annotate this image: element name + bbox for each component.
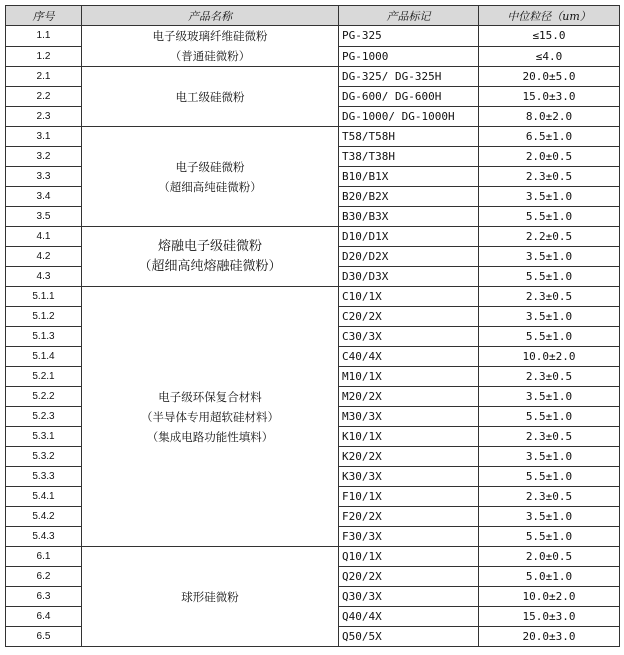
product-model-cell: D30/D3X xyxy=(339,267,479,287)
product-model-cell: Q10/1X xyxy=(339,547,479,567)
median-size-cell: 2.2±0.5 xyxy=(479,227,620,247)
product-name-line: 电子级硅微粉 xyxy=(175,159,245,174)
median-size-cell: 5.5±1.0 xyxy=(479,527,620,547)
median-size-cell: 5.5±1.0 xyxy=(479,207,620,227)
product-name-line: （半导体专用超软硅材料） xyxy=(141,409,279,424)
median-size-cell: 20.0±5.0 xyxy=(479,67,620,87)
median-size-cell: 5.0±1.0 xyxy=(479,567,620,587)
product-model-cell: F30/3X xyxy=(339,527,479,547)
product-model-cell: K10/1X xyxy=(339,427,479,447)
row-seq-cell: 2.3 xyxy=(6,107,82,127)
product-model-cell: C20/2X xyxy=(339,307,479,327)
row-seq-cell: 6.4 xyxy=(6,607,82,627)
table-row xyxy=(6,287,620,307)
product-spec-table xyxy=(5,5,620,647)
row-seq-cell: 4.2 xyxy=(6,247,82,267)
table-row xyxy=(6,26,620,47)
row-seq-cell: 3.5 xyxy=(6,207,82,227)
table-row xyxy=(6,227,620,247)
table-row xyxy=(6,547,620,567)
median-size-cell: 10.0±2.0 xyxy=(479,347,620,367)
product-name-line: （集成电路功能性填料） xyxy=(146,429,274,444)
median-size-cell: 3.5±1.0 xyxy=(479,507,620,527)
product-model-cell: Q40/4X xyxy=(339,607,479,627)
product-model-cell: M10/1X xyxy=(339,367,479,387)
row-seq-cell: 5.4.1 xyxy=(6,487,82,507)
median-size-cell: 10.0±2.0 xyxy=(479,587,620,607)
product-model-cell: D10/D1X xyxy=(339,227,479,247)
header-median-size: 中位粒径（um） xyxy=(479,6,620,26)
product-model-cell: K20/2X xyxy=(339,447,479,467)
product-name-line: （超细高纯硅微粉） xyxy=(158,179,262,194)
row-seq-cell: 3.2 xyxy=(6,147,82,167)
row-seq-cell: 5.3.3 xyxy=(6,467,82,487)
row-seq-cell: 5.1.3 xyxy=(6,327,82,347)
median-size-cell: 2.3±0.5 xyxy=(479,487,620,507)
median-size-cell: ≤15.0 xyxy=(479,26,620,47)
product-model-cell: Q50/5X xyxy=(339,627,479,647)
product-model-cell: DG-325/ DG-325H xyxy=(339,67,479,87)
row-seq-cell: 6.1 xyxy=(6,547,82,567)
product-model-cell: DG-600/ DG-600H xyxy=(339,87,479,107)
median-size-cell: 5.5±1.0 xyxy=(479,267,620,287)
product-model-cell: Q30/3X xyxy=(339,587,479,607)
product-name-line: 电工级硅微粉 xyxy=(175,89,245,104)
table-header xyxy=(6,6,620,26)
product-name-cell xyxy=(82,547,339,647)
product-model-cell: B20/B2X xyxy=(339,187,479,207)
product-name-cell xyxy=(82,127,339,227)
row-seq-cell: 6.2 xyxy=(6,567,82,587)
median-size-cell: 3.5±1.0 xyxy=(479,307,620,327)
median-size-cell: 6.5±1.0 xyxy=(479,127,620,147)
row-seq-cell: 2.1 xyxy=(6,67,82,87)
median-size-cell: 2.3±0.5 xyxy=(479,427,620,447)
product-name-cell xyxy=(82,67,339,127)
row-seq-cell: 5.2.3 xyxy=(6,407,82,427)
median-size-cell: 3.5±1.0 xyxy=(479,187,620,207)
product-model-cell: PG-325 xyxy=(339,26,479,47)
table-row xyxy=(6,67,620,87)
header-row xyxy=(6,6,620,26)
product-model-cell: T38/T38H xyxy=(339,147,479,167)
product-model-cell: C30/3X xyxy=(339,327,479,347)
row-seq-cell: 6.3 xyxy=(6,587,82,607)
median-size-cell: 5.5±1.0 xyxy=(479,407,620,427)
median-size-cell: 2.3±0.5 xyxy=(479,367,620,387)
median-size-cell: 15.0±3.0 xyxy=(479,87,620,107)
median-size-cell: 2.0±0.5 xyxy=(479,147,620,167)
row-seq-cell: 5.1.4 xyxy=(6,347,82,367)
product-model-cell: DG-1000/ DG-1000H xyxy=(339,107,479,127)
median-size-cell: 2.3±0.5 xyxy=(479,287,620,307)
median-size-cell: 3.5±1.0 xyxy=(479,387,620,407)
row-seq-cell: 5.2.2 xyxy=(6,387,82,407)
product-model-cell: PG-1000 xyxy=(339,46,479,67)
product-name-line: 球形硅微粉 xyxy=(181,589,239,604)
row-seq-cell: 4.1 xyxy=(6,227,82,247)
product-model-cell: B30/B3X xyxy=(339,207,479,227)
row-seq-cell: 3.4 xyxy=(6,187,82,207)
product-name-line: 熔融电子级硅微粉 xyxy=(157,238,262,254)
product-name-cell xyxy=(82,26,339,67)
product-model-cell: T58/T58H xyxy=(339,127,479,147)
row-seq-cell: 5.3.1 xyxy=(6,427,82,447)
median-size-cell: 3.5±1.0 xyxy=(479,447,620,467)
median-size-cell: 2.3±0.5 xyxy=(479,167,620,187)
product-model-cell: M20/2X xyxy=(339,387,479,407)
row-seq-cell: 5.4.3 xyxy=(6,527,82,547)
row-seq-cell: 5.1.1 xyxy=(6,287,82,307)
median-size-cell: 3.5±1.0 xyxy=(479,247,620,267)
product-model-cell: C10/1X xyxy=(339,287,479,307)
product-model-cell: D20/D2X xyxy=(339,247,479,267)
header-seq: 序号 xyxy=(6,6,82,26)
row-seq-cell: 5.4.2 xyxy=(6,507,82,527)
row-seq-cell: 4.3 xyxy=(6,267,82,287)
product-model-cell: B10/B1X xyxy=(339,167,479,187)
product-model-cell: Q20/2X xyxy=(339,567,479,587)
row-seq-cell: 1.2 xyxy=(6,46,82,67)
row-seq-cell: 5.3.2 xyxy=(6,447,82,467)
product-model-cell: F10/1X xyxy=(339,487,479,507)
product-model-cell: C40/4X xyxy=(339,347,479,367)
row-seq-cell: 3.1 xyxy=(6,127,82,147)
row-seq-cell: 5.2.1 xyxy=(6,367,82,387)
product-model-cell: K30/3X xyxy=(339,467,479,487)
product-model-cell: F20/2X xyxy=(339,507,479,527)
product-name-cell xyxy=(82,227,339,287)
median-size-cell: 5.5±1.0 xyxy=(479,467,620,487)
product-name-line: 电子级环保复合材料 xyxy=(158,389,262,404)
row-seq-cell: 1.1 xyxy=(6,26,82,47)
product-name-line: （超细高纯熔融硅微粉） xyxy=(138,258,282,274)
product-name-line: （普通硅微粉） xyxy=(169,49,251,63)
row-seq-cell: 5.1.2 xyxy=(6,307,82,327)
median-size-cell: 8.0±2.0 xyxy=(479,107,620,127)
product-name-line: 电子级玻璃纤维硅微粉 xyxy=(152,29,268,43)
product-name-cell xyxy=(82,287,339,547)
table-row xyxy=(6,127,620,147)
median-size-cell: 15.0±3.0 xyxy=(479,607,620,627)
row-seq-cell: 2.2 xyxy=(6,87,82,107)
median-size-cell: 20.0±3.0 xyxy=(479,627,620,647)
header-product-model: 产品标记 xyxy=(339,6,479,26)
row-seq-cell: 6.5 xyxy=(6,627,82,647)
header-product-name: 产品名称 xyxy=(82,6,339,26)
median-size-cell: 2.0±0.5 xyxy=(479,547,620,567)
row-seq-cell: 3.3 xyxy=(6,167,82,187)
median-size-cell: 5.5±1.0 xyxy=(479,327,620,347)
table-body xyxy=(6,26,620,647)
median-size-cell: ≤4.0 xyxy=(479,46,620,67)
product-model-cell: M30/3X xyxy=(339,407,479,427)
